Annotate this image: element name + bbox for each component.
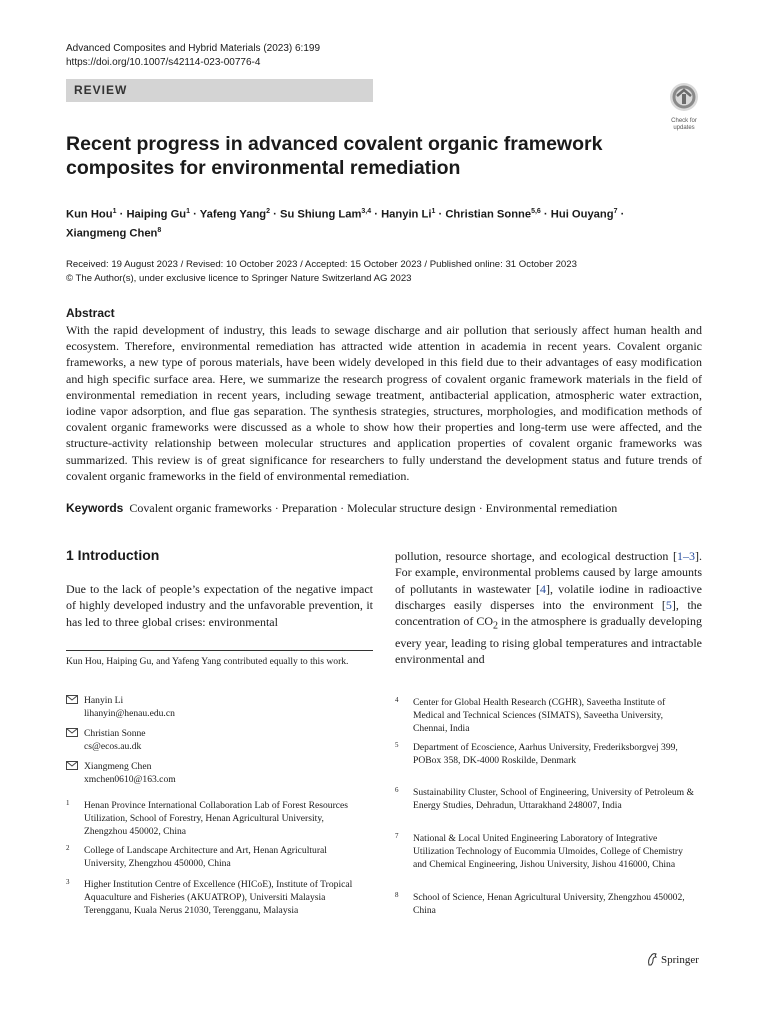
keywords-text: Covalent organic frameworks · Preparation · Molecular structure design · Environmental remediation: [129, 501, 618, 515]
author-email[interactable]: lihanyin@henau.edu.cn: [84, 708, 175, 719]
author-affiliation-marker: 2: [266, 208, 271, 215]
copyright-notice: © The Author(s), under exclusive licence to Springer Nature Switzerland AG 2023: [66, 273, 412, 284]
section-heading-introduction: 1 Introduction: [66, 547, 160, 563]
corresponding-author: [66, 727, 373, 753]
author-name[interactable]: Kun Hou: [66, 208, 113, 221]
corresponding-author: [66, 694, 373, 720]
check-for-updates-icon: [669, 82, 699, 112]
introduction-paragraph-right: pollution, resource shortage, and ecological destruction [1–3]. For example, environmental problems caused by large amounts of pollutants in wastewater [4], volatile iodine in radioactive discharges easily disperses into the environment [5], the concentration of $CO_2$ in the atmosphere is gradually developing every year, leading to rising global temperatures and intractable environmental and: [395, 549, 703, 667]
abstract-text: With the rapid development of industry, this leads to sewage discharge and air pollution that seriously affect human health and ecosystem. Therefore, environmental remediation has attracted wide attention in academia in recent years. Covalent organic frameworks, a new type of porous materials, have been widely developed in this field due to their advantages of easy modification and high specific surface area. Here, we summarize the research progress of covalent organic framework materials in the field of environmental remediation in recent years, including sewage treatment, antibacterial application, atmospheric water extraction, iodine vapor adsorption, and flue gas separation. The synthesis strategies, structures, morphologies, and modification methods of covalent organic frameworks were discussed as a whole to show how their properties and long-term use were affected, and the structure-activity relationship between molecular structures and application properties of covalent organic frameworks was summarized. This review is of great significance for researchers to fully understand the development status and future trends of covalent organic frameworks in the field of environmental remediation.: [66, 323, 702, 483]
journal-citation: Advanced Composites and Hybrid Materials (2023) 6:199: [66, 43, 321, 54]
author-affiliation-marker: 3,4: [361, 208, 372, 215]
author-name: Hanyin Li: [84, 695, 124, 706]
author-list: Kun Hou$^1$ · Haiping $Gu^1$ · Yafeng Yang$^2$ · Su Shiung Lam$^{3,4}$ · Hanyin $Li^1$ · Christian Sonne$^{5,6}$ · Hui Ouyang$^7$ · Xiangmeng Chen$^8$: [66, 208, 625, 240]
author-name[interactable]: Su Shiung Lam: [279, 208, 362, 221]
envelope-icon: [66, 695, 78, 704]
author-email[interactable]: xmchen0610@163.com: [84, 774, 176, 785]
affiliation: 4 Center for Global Health Research (CGHR), Saveetha Institute of Medical and Technical Sciences (SIMATS), Saveetha University, Chennai, India: [395, 696, 666, 734]
abstract-heading: Abstract: [66, 306, 115, 320]
citation-link[interactable]: 3: [689, 549, 695, 563]
author-name[interactable]: Haiping Gu: [126, 208, 187, 221]
publication-dates: Received: 19 August 2023 / Revised: 10 October 2023 / Accepted: 15 October 2023 / Published online: 31 October 2023: [66, 259, 577, 270]
doi-link[interactable]: https://doi.org/10.1007/s42114-023-00776-4: [66, 57, 261, 68]
author-affiliation-marker: 7: [613, 208, 618, 215]
article-title: Recent progress in advanced covalent organic framework composites for environmental remediation: [66, 133, 603, 179]
author-affiliation-marker: 8: [157, 226, 162, 234]
publisher-name: Springer: [661, 954, 699, 966]
author-name[interactable]: Hanyin Li: [381, 208, 432, 221]
author-name: Christian Sonne: [84, 728, 146, 739]
article-type-banner: [66, 79, 373, 102]
footnote-divider: [66, 650, 373, 651]
article-type-label: REVIEW: [74, 83, 128, 97]
author-affiliation-marker: 5,6: [531, 208, 541, 215]
introduction-paragraph-left: Due to the lack of people’s expectation of the negative impact of highly developed industry and the unfavorable prevention, it has led to three global crises: environmental: [66, 582, 373, 629]
affiliation: 7 National & Local United Engineering Laboratory of Integrative Utilization Technology of Eucommia Ulmoides, College of Chemistry and Chemical Engineering, Jishou University, Jishou 416000, China: [395, 832, 683, 870]
check-for-updates-badge[interactable]: [664, 82, 704, 131]
envelope-icon: [66, 761, 78, 770]
author-name[interactable]: Yafeng Yang: [199, 208, 267, 221]
author-affiliation-marker: 1: [112, 208, 117, 215]
author-name[interactable]: Xiangmeng Chen: [66, 227, 158, 240]
keywords: [66, 500, 702, 516]
corresponding-author: [66, 760, 373, 786]
affiliation: 8 School of Science, Henan Agricultural University, Zhengzhou 450002, China: [395, 891, 685, 916]
citation-link[interactable]: 5: [665, 597, 672, 612]
citation-link[interactable]: 1: [677, 549, 683, 563]
affiliation: 6 Sustainability Cluster, School of Engineering, University of Petroleum & Energy Studies, Dehradun, Uttarakhand 248007, India: [395, 786, 694, 811]
check-for-updates-label: Check for updates: [671, 118, 697, 131]
affiliation: 1 Henan Province International Collaboration Lab of Forest Resources Utilization, School of Forestry, Henan Agricultural University, Zhengzhou 450002, China: [66, 799, 349, 837]
publisher-logo: [646, 952, 699, 967]
author-affiliation-marker: 1: [186, 208, 191, 215]
springer-horse-icon: [646, 952, 658, 966]
keywords-heading: Keywords: [66, 501, 124, 515]
citation-link[interactable]: 4: [540, 581, 546, 596]
affiliation: 3 Higher Institution Centre of Excellence (HICoE), Institute of Tropical Aquaculture and Fisheries (AKUATROP), Universiti Malaysia Terengganu, Kuala Nerus 21030, Terengganu, Malaysia: [66, 878, 353, 916]
equal-contribution-note: Kun Hou, Haiping Gu, and Yafeng Yang contributed equally to this work.: [66, 656, 349, 667]
author-name[interactable]: Christian Sonne: [445, 208, 532, 221]
affiliation: 5 Department of Ecoscience, Aarhus University, Frederiksborgvej 399, POBox 358, DK-4000 Roskilde, Denmark: [395, 741, 678, 766]
author-name[interactable]: Hui Ouyang: [550, 208, 614, 221]
affiliation: 2 College of Landscape Architecture and Art, Henan Agricultural University, Zhengzhou 450000, China: [66, 844, 327, 869]
envelope-icon: [66, 728, 78, 737]
author-email[interactable]: cs@ecos.au.dk: [84, 741, 142, 752]
author-name: Xiangmeng Chen: [84, 761, 152, 772]
author-affiliation-marker: 1: [431, 208, 436, 215]
